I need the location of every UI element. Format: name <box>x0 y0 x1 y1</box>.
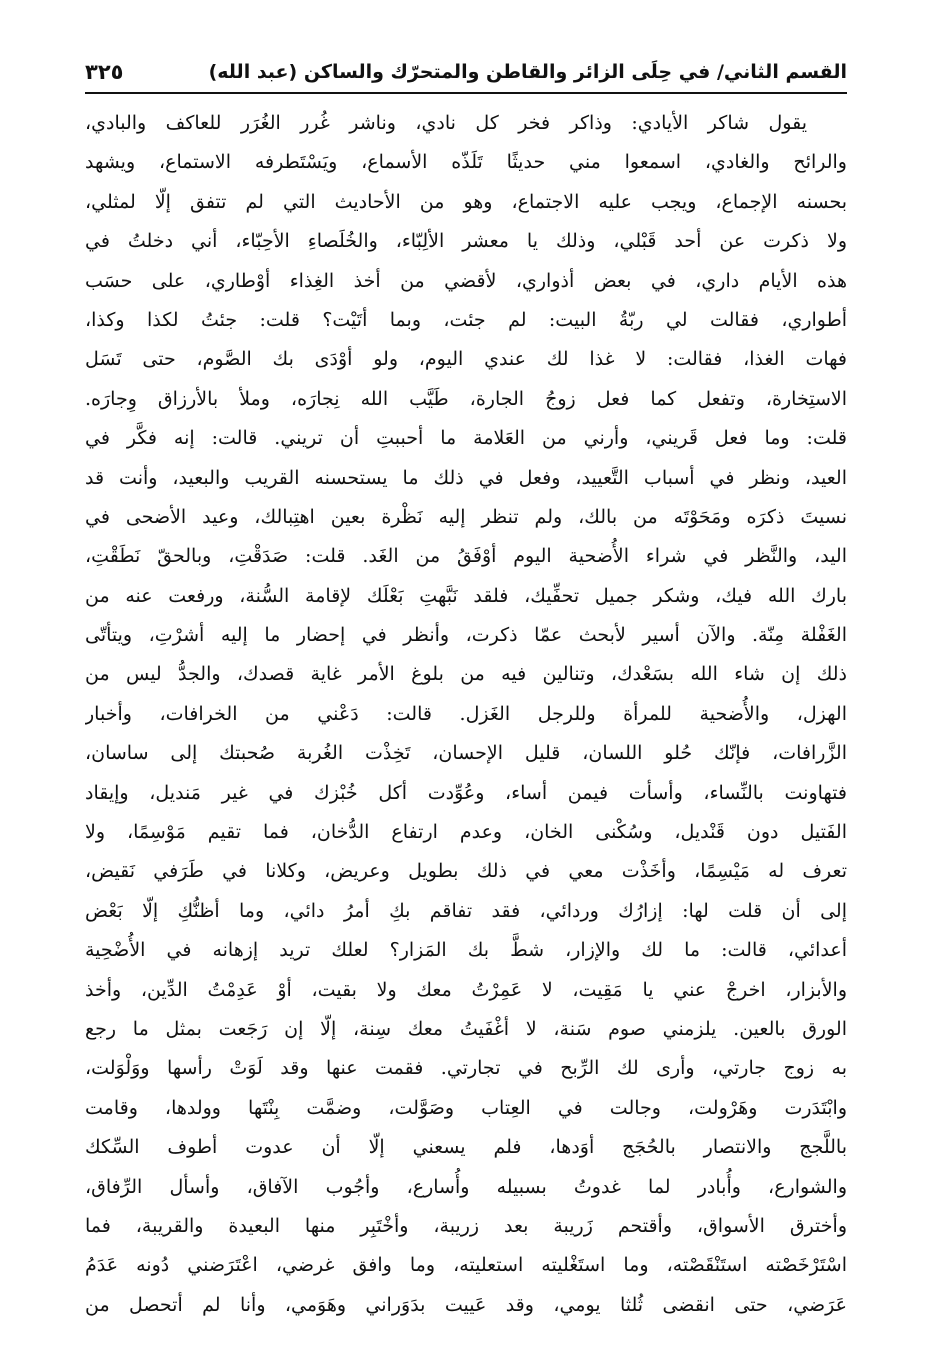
text-line: بارك الله فيك، وشكر جميل تحفِّيك، فلقد نَبَّهتِ بَعْلَك لإقامة السُّنة، ورفعت عنه من <box>85 584 847 607</box>
text-line: والشوارع، وأُبادر لما غدوتُ بسبيله وأُسارع، وأجُوب الآفاق، وأسأل الرِّفاق، <box>85 1175 847 1198</box>
text-line: أعدائي، قالت: ما لك والإزار، شطَّ بك المَزار؟ لعلك تريد إزهانه في الأُضْحِية <box>85 939 847 962</box>
text-line: إلى أن قلت لها: إزارُك وردائي، فقد تفاقم بكِ أمرُ دائي، وما أظنُّكِ إلّا بَعْض <box>85 899 847 922</box>
text-line: والرائح والغادي، اسمعوا مني حديثًا تَلَذّه الأسماع، ويَسْتَطرفه الاستماع، ويشهد <box>85 151 847 174</box>
text-line: يقول شاكر الأيادي: وذاكر فخر كل نادي، وناشر غُرر الغُرَر للعاكف والبادي، <box>85 112 807 134</box>
text-line: الورق بالعين. يلزمني صوم سَنة، لا أغْفَيتُ معك سِنة، إلّا إن رَجَعت بمثل ما رجع <box>85 1017 847 1040</box>
text-line: نسيتَ ذكرَه ومَحَوْتَه من بالك، ولم تنظر إليه نَظْرة بعين اهتِبالك، وعيد الأضحى في <box>85 505 847 528</box>
text-line: عَرَضي، حتى انقضى ثُلثا يومي، وقد عَييت بدَوَراني وهَوَمي، وأنا لم أتحصل من <box>85 1293 847 1316</box>
text-line: باللَّجج والانتصار بالحُجَج أوَدها، فلم يسعني إلّا أن عدوت أطوف السِّكك <box>85 1136 847 1159</box>
text-line: به زوج جارتي، وأرى لك الرِّبح في تجارتي. فقمت عنها وقد لَوَتْ رأسها ووَلْوَلت، <box>85 1057 847 1080</box>
text-line: أطواري، فقالت لي ربّةُ البيت: لم جئت، وبما أتَيْت؟ قلت: جئتُ لكذا وكذا، <box>85 308 847 331</box>
text-line: الزَّرافات، فإنّك حُلو اللسان، قليل الإحسان، تَخِذْت الغُربة صُحبتك إلى ساسان، <box>85 742 847 765</box>
text-line: اليد، والنَّظر في شراء الأُضحية اليوم أوْفَقُ من الغَد. قلت: صَدَقْتِ، وبالحقّ نَطَقْتِ، <box>85 545 847 568</box>
text-line: فهات الغذا، فقالت: لا غذا لك عندي اليوم، ولو أوْدَى بك الصَّوم، حتى تَسَل <box>85 348 847 371</box>
text-line: وابْتَدَرت وهَرْولت، وجالت في العِتاب وصَوَّلت، وضمَّت بِنْتَها وولدها، وقامت <box>85 1096 847 1119</box>
text-line: ذلك إن شاء الله بسَعْدك، وتنالين فيه من بلوغ الأمر غاية قصدك، والجدُّ ليس من <box>85 663 847 686</box>
text-line: بحسنه الإجماع، ويجب عليه الاجتماع، وهو من الأحاديث التي لم تتفق إلّا لمثلي، <box>85 190 847 213</box>
text-line: الفَتيل دون قَنْديل، وسُكْنى الخان، وعدم ارتفاع الدُّخان، فما تقيم مَوْسِمًا، ولا <box>85 821 847 844</box>
body-text <box>85 104 847 1325</box>
text-line: والأبزار، اخرجْ عني يا مَقِيت، لا عَمِرْتُ معك ولا بقيت، أوْ عَدِمْتُ الدِّين، وأخذ <box>85 978 847 1001</box>
text-line: العيد، ونظر في أسباب التَّعييد، وفعل في ذلك ما يستحسنه القريب والبعيد، وأنت قد <box>85 466 847 489</box>
text-line: اسْتَرْخَصْته استَنْقَصْته، وما استَغْليته استعليته، وما وافق غرضي، اعْتَرَضني دُونه عَدَمُ <box>85 1254 847 1277</box>
header-divider <box>85 92 847 94</box>
text-line: الغَفْلة مِنّة. والآن أسير لأبحث عمّا ذكرت، وأنظر في إحضار ما إليه أشرْتِ، ويتأتّى <box>85 624 847 647</box>
text-line: الهزل، والأُضحية للمرأة وللرجل الغَزل. قالت: دَعْني من الخرافات، وأخبار <box>85 702 847 725</box>
text-line: وأخترق الأسواق، وأقتحم زَريبة بعد زريبة، وأخْتَبِر منها البعيدة والقريبة، فما <box>85 1214 847 1237</box>
page-number: ٣٢٥ <box>85 60 124 84</box>
header-title: القسم الثاني/ في حِلَى الزائر والقاطن والمتحرّك والساكن (عبد الله) <box>208 61 847 83</box>
text-line: الاستِخارة، وتفعل كما فعل زوجُ الجارة، طَيَّب الله نِجارَه، وملأ بالأرزاق وِجارَه. <box>85 387 847 410</box>
text-line: قلت: وما فعل قَريني، وأرني من العَلامة ما أحببتِ أن تريني. قالت: إنه فكَّر في <box>85 427 847 450</box>
text-line: هذه الأيام داري، في بعض أذواري، لأقضي من أخذ الغِذاء أوْطاري، على حسَب <box>85 269 847 292</box>
running-header <box>85 58 847 88</box>
text-line: فتهاونت بالنِّساء، وأسأت فيمن أساء، وعُوِّدت أكل خُبْزك في غير مَنديل، وإيقاد <box>85 781 847 804</box>
text-line: تعرف له مَيْسِمًا، وأخَذْت معي في ذلك بطويل وعريض، وكلانا في طَرَفي نَقيض، <box>85 860 847 883</box>
text-line: ولا ذكرت عن أحد قَبْلي، وذلك يا معشر الألِبّاء، والخُلَصاءِ الأحِبّاء، أني دخلتُ في <box>85 230 847 253</box>
